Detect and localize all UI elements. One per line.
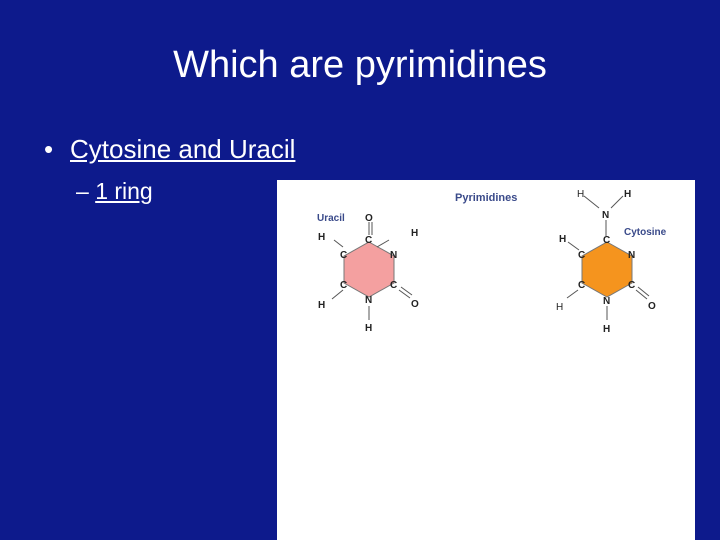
cytosine-h-amine-right: H (624, 189, 632, 200)
uracil-ring (344, 242, 394, 297)
cytosine-c-top: C (603, 235, 611, 246)
cytosine-n-bottom: N (603, 296, 611, 307)
uracil-o-right: O (411, 299, 419, 310)
slide-title: Which are pyrimidines (173, 44, 547, 86)
cytosine-ring (582, 242, 632, 297)
cytosine-o-right: O (648, 301, 656, 312)
uracil-c-bottom-left: C (340, 280, 348, 291)
uracil-h-left-top: H (318, 232, 326, 243)
uracil-c-top-left: C (340, 250, 348, 261)
sub-bullet-text[interactable]: 1 ring (95, 178, 153, 204)
uracil-n-bottom: N (365, 295, 373, 306)
uracil-label: Uracil (317, 213, 345, 224)
uracil-h-top-right: H (411, 228, 419, 239)
cytosine-c-top-left: C (578, 250, 586, 261)
cytosine-n-right: N (628, 250, 636, 261)
uracil-h-left-bottom: H (318, 300, 326, 311)
uracil-h-bottom: H (365, 323, 373, 334)
sub-bullet-marker: – (76, 178, 89, 204)
uracil-c-bottom-right: C (390, 280, 398, 291)
cytosine-h-bottom: H (603, 324, 611, 335)
bullet-marker: • (44, 134, 54, 164)
cytosine-h-left-bottom: H (556, 302, 564, 313)
pyrimidines-figure (277, 180, 695, 540)
bullet-text[interactable]: Cytosine and Uracil (70, 134, 296, 164)
uracil-n-right: N (390, 250, 398, 261)
figure-heading: Pyrimidines (455, 192, 518, 204)
pyrimidines-diagram (277, 180, 695, 540)
cytosine-h-amine-left: H (577, 189, 585, 200)
uracil-o-top: O (365, 213, 373, 224)
uracil-c-top: C (365, 235, 373, 246)
sub-bullet-item (76, 178, 153, 205)
cytosine-c-bottom-left: C (578, 280, 586, 291)
cytosine-c-bottom-right: C (628, 280, 636, 291)
cytosine-label: Cytosine (624, 227, 667, 238)
cytosine-h-left-top: H (559, 234, 567, 245)
cytosine-n-amine: N (602, 210, 610, 221)
bullet-item (44, 134, 295, 165)
